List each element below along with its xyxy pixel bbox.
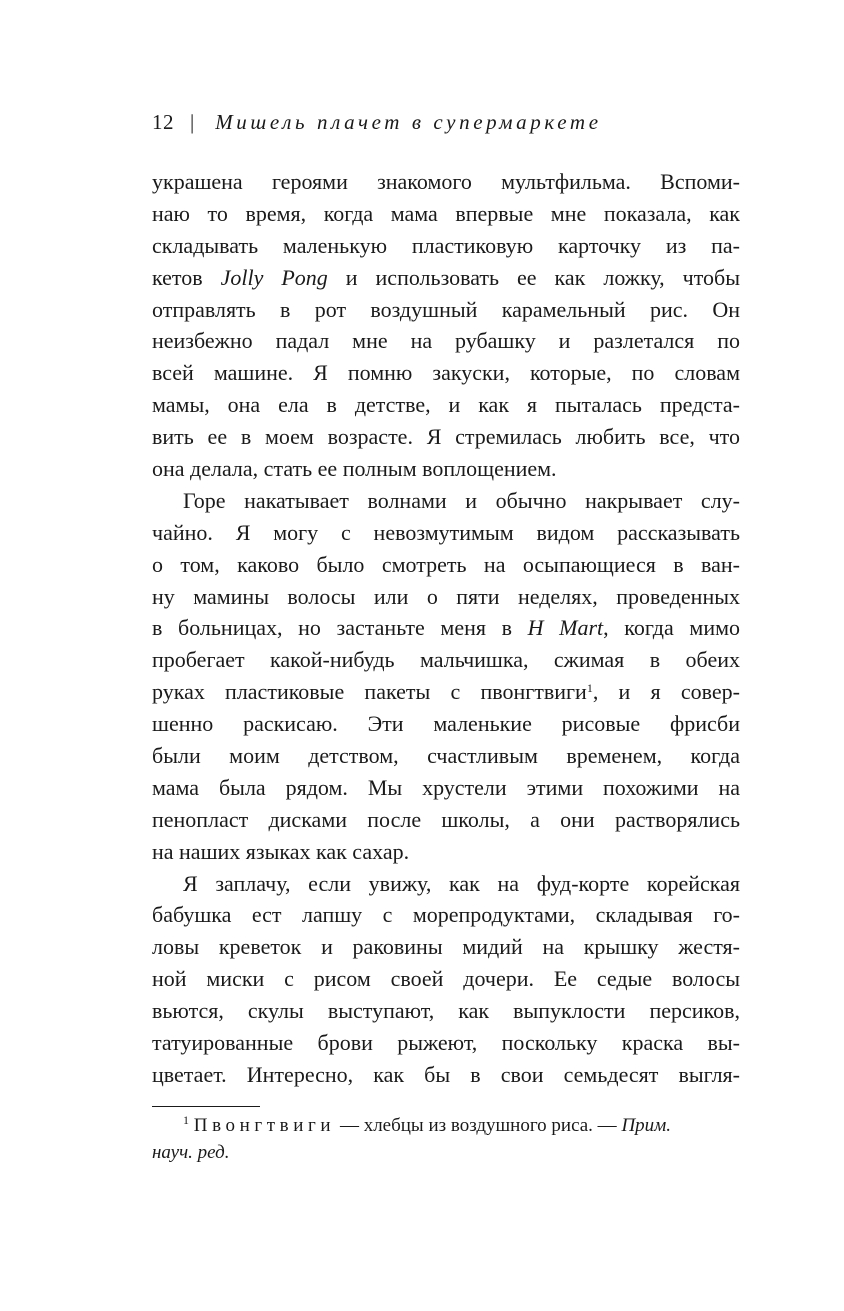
text-line: чайно. Я могу с невозмутимым видом рассказывать bbox=[152, 519, 740, 545]
header-separator: | bbox=[190, 110, 195, 134]
text-run: в больницах, но застаньте меня в bbox=[152, 615, 528, 641]
footnote bbox=[152, 1112, 740, 1166]
text-line bbox=[152, 262, 740, 294]
text-line: наю то время, когда мама впервые мне показала, как bbox=[152, 200, 740, 226]
text-line: она делала, стать ее полным воплощением. bbox=[152, 456, 557, 482]
page-number: 12 bbox=[152, 110, 174, 134]
footnote-line bbox=[152, 1139, 740, 1166]
text-line: о том, каково было смотреть на осыпающиеся в ван- bbox=[152, 551, 740, 577]
body-text bbox=[152, 166, 740, 1091]
footnote-term: Пвонгтвиги bbox=[193, 1115, 336, 1136]
text-run: , когда мимо bbox=[603, 615, 741, 641]
text-line: пенопласт дисками после школы, а они растворялись bbox=[152, 806, 740, 832]
text-line: украшена героями знакомого мультфильма. Вспоми- bbox=[152, 169, 740, 194]
text-line: вьются, скулы выступают, как выпуклости персиков, bbox=[152, 998, 740, 1024]
text-line bbox=[152, 612, 740, 644]
text-line: всей машине. Я помню закуски, которые, по словам bbox=[152, 360, 740, 386]
text-run: руках пластиковые пакеты с пвонгтвиги bbox=[152, 679, 587, 705]
footnote-text: — хлебцы из воздушного риса. — bbox=[335, 1115, 622, 1136]
footnote-note-cont: науч. ред. bbox=[152, 1142, 230, 1163]
text-line: шенно раскисаю. Эти маленькие рисовые фрисби bbox=[152, 711, 740, 737]
text-line: пробегает какой-нибудь мальчишка, сжимая в обеих bbox=[152, 647, 740, 673]
text-line: ловы креветок и раковины мидий на крышку жестя- bbox=[152, 934, 740, 960]
text-line: Я заплачу, если увижу, как на фуд-корте корейская bbox=[183, 870, 740, 896]
paragraph bbox=[152, 166, 740, 485]
text-line: мамы, она ела в детстве, и как я пыталась предста- bbox=[152, 392, 740, 418]
text-line: татуированные брови рыжеют, поскольку краска вы- bbox=[152, 1030, 740, 1056]
paragraph bbox=[152, 868, 740, 1091]
italic-term: H Mart bbox=[527, 615, 604, 641]
text-run: , и я совер- bbox=[592, 679, 740, 705]
text-line: были моим детством, счастливым временем, когда bbox=[152, 743, 740, 769]
footnote-line bbox=[152, 1112, 740, 1139]
text-line: мама была рядом. Мы хрустели этими похожими на bbox=[152, 774, 740, 800]
text-line: неизбежно падал мне на рубашку и разлетался по bbox=[152, 328, 740, 354]
text-line: Горе накатывает волнами и обычно накрывает слу- bbox=[183, 487, 740, 513]
paragraph bbox=[152, 485, 740, 868]
footnote-note: Прим. bbox=[621, 1115, 672, 1136]
text-line: отправлять в рот воздушный карамельный рис. Он bbox=[152, 296, 740, 322]
footnote-marker: 1 bbox=[183, 1113, 189, 1127]
text-line: вить ее в моем возрасте. Я стремилась любить все, что bbox=[152, 424, 740, 450]
text-line: на наших языках как сахар. bbox=[152, 838, 410, 864]
running-title: Мишель плачет в супермаркете bbox=[215, 110, 602, 134]
italic-term: Jolly Pong bbox=[220, 264, 328, 290]
text-run: кетов bbox=[152, 264, 221, 290]
text-line: бабушка ест лапшу с морепродуктами, складывая го- bbox=[152, 902, 740, 928]
text-line: цветает. Интересно, как бы в свои семьдесят выгля- bbox=[152, 1061, 740, 1087]
text-run: и использовать ее как ложку, чтобы bbox=[327, 264, 740, 290]
text-line: ну мамины волосы или о пяти неделях, проведенных bbox=[152, 583, 740, 609]
footnote-reference: 1 bbox=[586, 681, 593, 696]
text-line: складывать маленькую пластиковую карточку из па- bbox=[152, 232, 740, 258]
running-header bbox=[152, 107, 602, 137]
text-line: ной миски с рисом своей дочери. Ее седые волосы bbox=[152, 966, 740, 992]
footnote-rule bbox=[152, 1106, 260, 1107]
text-line bbox=[152, 676, 740, 708]
